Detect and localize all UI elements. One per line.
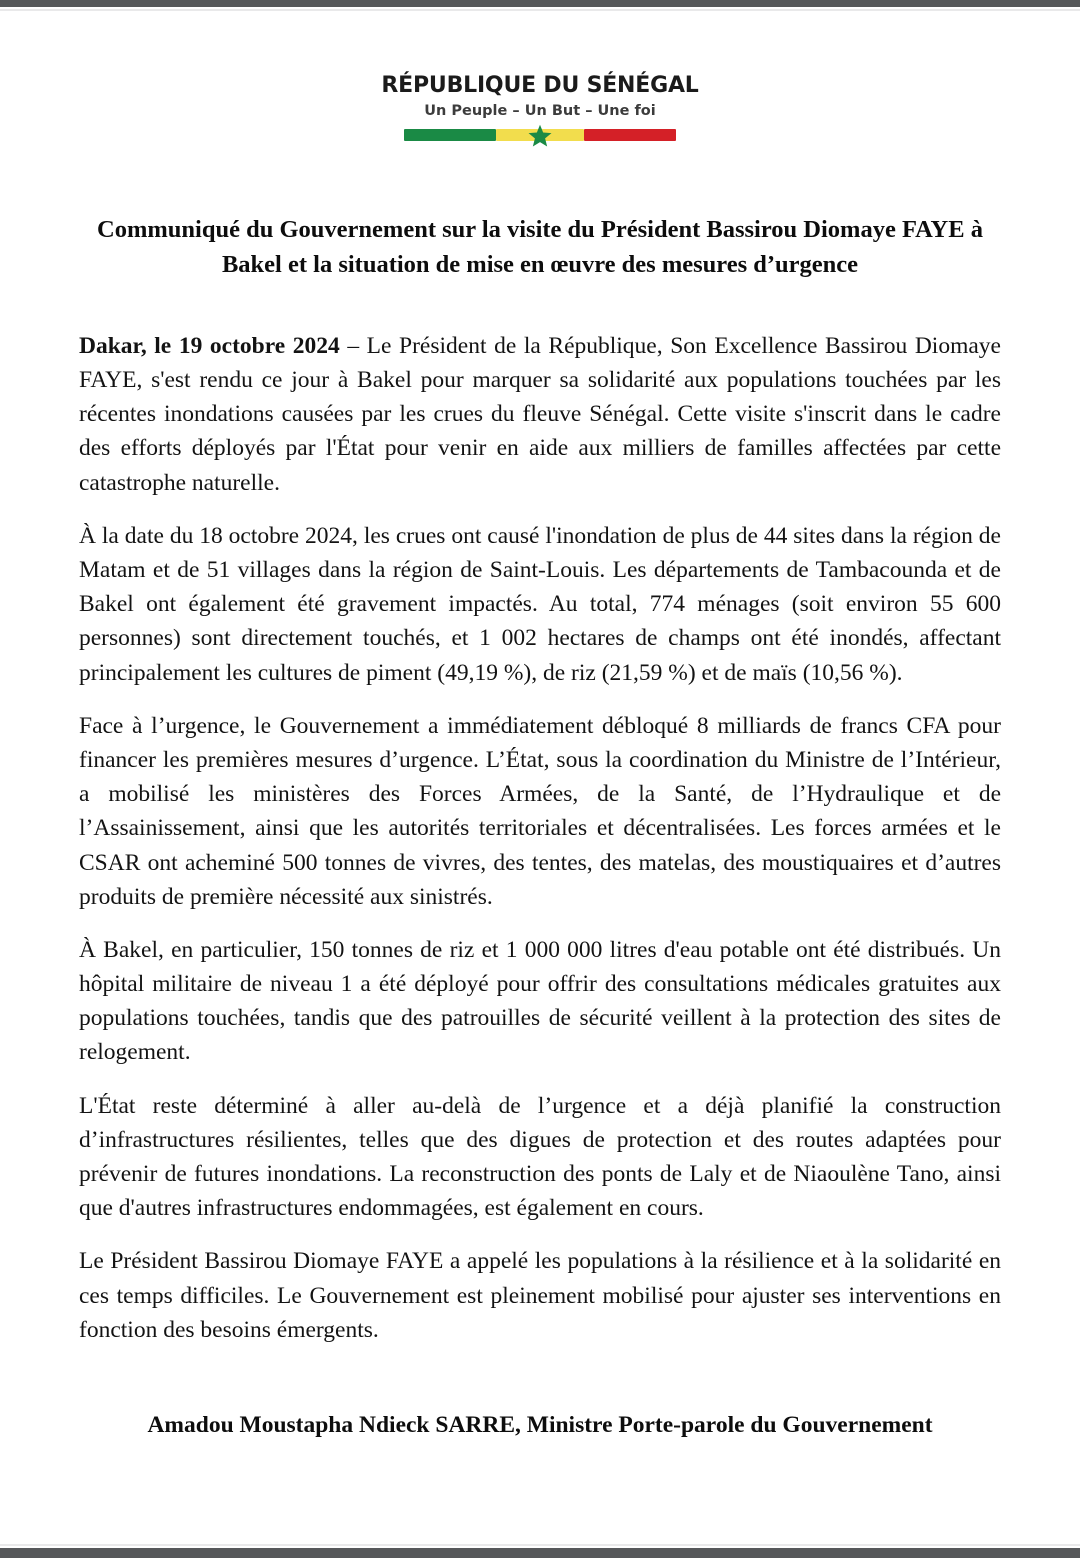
paragraph-infrastructure: L'État reste déterminé à aller au-delà de l’urgence et a déjà planifié la construction d’infrastructures résilientes, telles que des digues de protection et des routes adaptées pour prévenir de futures inondations. La reconstruction des ponts de Laly et de Niaoulène Tano, ainsi que d'autres infrastructures endommagées, est également en cours. — [79, 1092, 1001, 1222]
paragraph-emergency-funding: Face à l’urgence, le Gouvernement a immédiatement débloqué 8 milliards de francs CFA pour financer les premières mesures d’urgence. L’État, sous la coordination du Ministre de l’Intérieur, a mobilisé les ministères des Forces Armées, de la Santé, de l’Hydraulique et de l’Assainissement, ainsi que les autorités territoriales et décentralisées. Les forces armées et le CSAR ont acheminé 500 tonnes de vivres, des tentes, des matelas, des moustiquaires et d’autres produits de première nécessité aux sinistrés. — [79, 712, 1001, 910]
flag-star-icon — [527, 123, 553, 149]
page-title: Communiqué du Gouvernement sur la visite du Président Bassirou Diomaye FAYE à Bakel et la situation de mise en œuvre des mesures d’urgence — [97, 216, 983, 279]
paragraph-flood-statistics: À la date du 18 octobre 2024, les crues ont causé l'inondation de plus de 44 sites dans la région de Matam et de 51 villages dans la région de Saint-Louis. Les départements de Tambacounda et de Bakel ont également été gravement impactés. Au total, 774 ménages (soit environ 55 600 personnes) sont directement touchés, et 1 002 hectares de champs ont été inondés, affectant principalement les cultures de piment (49,19 %), de riz (21,59 %) et de maïs (10,56 %). — [79, 522, 1001, 686]
viewer-bottom-hairline — [0, 1544, 1080, 1546]
paragraph-bakel-aid: À Bakel, en particulier, 150 tonnes de riz et 1 000 000 litres d'eau potable ont été distribués. Un hôpital militaire de niveau 1 a été déployé pour offrir des consultations médicales gratuites aux populations touchées, tandis que des patrouilles de sécurité veillent à la protection des sites de relogement. — [79, 936, 1001, 1066]
letterhead — [0, 0, 1080, 141]
letterhead-motto: Un Peuple – Un But – Une foi — [424, 103, 656, 120]
flag-band-green-icon — [404, 129, 496, 141]
flag-band-red-icon — [584, 129, 676, 141]
signature-line: Amadou Moustapha Ndieck SARRE, Ministre Porte-parole du Gouvernement — [147, 1411, 933, 1438]
paragraph-presidential-appeal: Le Président Bassirou Diomaye FAYE a appelé les populations à la résilience et à la solidarité en ces temps difficiles. Le Gouvernement est pleinement mobilisé pour ajuster ses interventions en fonction des besoins émergents. — [79, 1248, 1001, 1343]
viewer-top-hairline — [0, 9, 1080, 11]
document-body — [79, 329, 1001, 1347]
viewer-bottom-bar — [0, 1548, 1080, 1558]
senegal-flag-ribbon — [404, 129, 676, 141]
letterhead-country-title: RÉPUBLIQUE DU SÉNÉGAL — [381, 73, 699, 98]
paragraph-intro — [79, 329, 1001, 500]
dateline-separator: – — [339, 332, 367, 359]
viewer-top-bar — [0, 0, 1080, 7]
paragraph-text: Le Président de la République, Son Excellence Bassirou Diomaye FAYE, s'est rendu ce jour à Bakel pour marquer sa solidarité aux populations touchées par les récentes inondations causées par les crues du fleuve Sénégal. Cette visite s'inscrit dans le cadre des efforts déployés par l'État pour venir en aide aux milliers de familles affectées par cette catastrophe naturelle. — [79, 332, 1001, 496]
dateline: Dakar, le 19 octobre 2024 — [79, 332, 340, 359]
